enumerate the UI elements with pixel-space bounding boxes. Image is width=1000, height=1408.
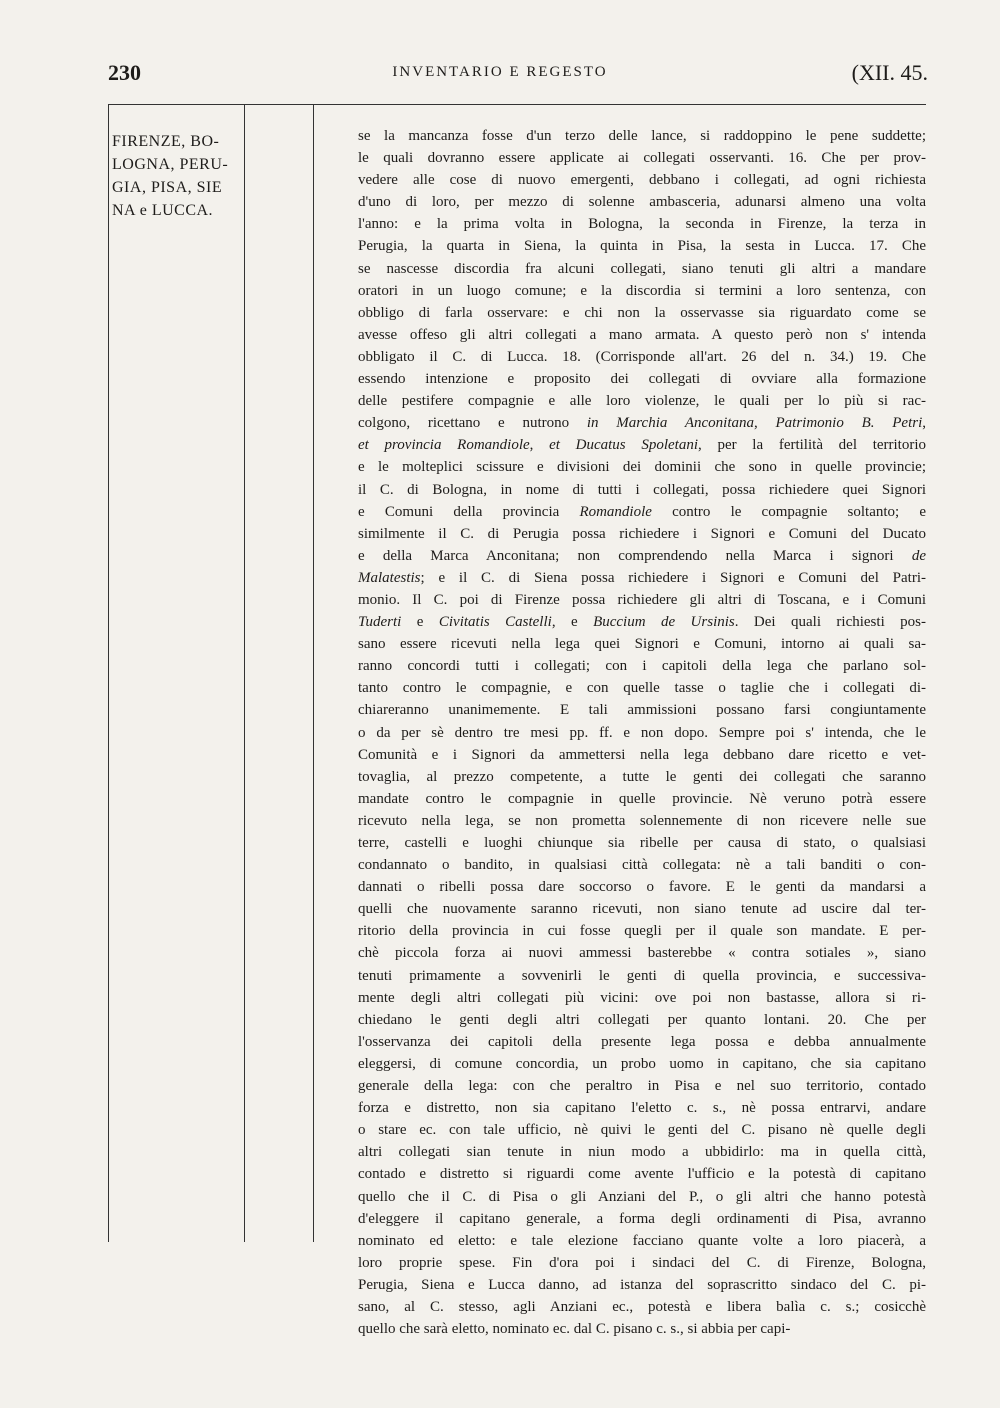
document-reference: (XII. 45. <box>851 60 928 85</box>
text-line: o stare ec. con tale ufficio, nè quivi le genti del C. pisano nè quelle degli <box>358 1122 926 1139</box>
text-line: se nascesse discordia fra alcuni collegati, siano tenuti gli altri a mandare <box>358 260 926 277</box>
text-line: monio. Il C. poi di Firenze possa richiedere gli altri di Toscana, e i Comuni <box>358 591 926 608</box>
text-line: mandate contro le compagnie in quelle provincie. Nè veruno potrà essere <box>358 790 926 807</box>
column-rule-middle <box>244 104 245 1242</box>
text-line: et provincia Romandiole, et Ducatus Spoletani, per la fertilità del territorio <box>358 437 927 454</box>
text-line: tovaglia, al prezzo competente, a tutte le genti dei collegati che saranno <box>358 768 926 785</box>
text-line: chiedano le genti degli altri collegati per quanto lontani. 20. Che per <box>358 1011 926 1028</box>
column-rule-right <box>313 104 314 1242</box>
text-line: o da per sè dentro tre mesi pp. ff. e non dopo. Sempre poi s' intenda, che le <box>358 724 926 741</box>
text-line: dannati o ribelli possa dare soccorso o favore. E le genti da mandarsi a <box>358 879 926 896</box>
text-line: Perugia, Siena e Lucca danno, ad istanza del soprascritto sindaco del C. pi- <box>358 1276 926 1293</box>
text-line: condannato o bandito, in qualsiasi città collegata: nè a tali banditi o con- <box>358 857 926 874</box>
text-line: essendo intenzione e proposito dei collegati di ovviare alla formazione <box>358 371 926 388</box>
header-rule <box>108 104 926 105</box>
text-line: l'anno: e la prima volta in Bologna, la seconda in Firenze, la terza in <box>358 216 926 233</box>
column-rule-left <box>108 104 109 1242</box>
text-line: tanto contro le compagnie, e con quelle tasse o taglie che i collegati di- <box>358 680 926 697</box>
text-line: e della Marca Anconitana; non comprendendo nella Marca i signori de <box>358 547 926 564</box>
text-line: ricevuto nella lega, se non prometta solennemente di non ricevere nelle sue <box>358 812 926 829</box>
text-line: l'osservanza dei capitoli della presente lega possa e debba annualmente <box>358 1033 926 1050</box>
text-line: generale della lega: con che peraltro in Pisa e nel suo territorio, contado <box>358 1078 926 1095</box>
text-line: chè piccola forza ai nuovi ammessi basterebbe « contra sotiales », siano <box>358 945 926 962</box>
margin-note-line: GIA, PISA, SIE <box>112 179 223 196</box>
text-line: quelli che nuovamente saranno ricevuti, non siano tenute ad uscire dal ter- <box>358 901 926 918</box>
text-line: chiareranno unanimemente. E tali ammissioni possano farsi congiuntamente <box>358 702 926 719</box>
text-line: Perugia, la quarta in Siena, la quinta in Pisa, la sesta in Lucca. 17. Che <box>358 238 926 255</box>
text-line: sano, al C. stesso, agli Anziani ec., potestà e libera balìa c. s.; cosicchè <box>358 1298 926 1315</box>
text-line: ritorio della provincia in cui fosse quegli per il quale son mandate. E per- <box>358 923 926 940</box>
text-line: il C. di Bologna, in nome di tutti i collegati, possa richiedere quei Signori <box>358 481 926 498</box>
main-text-column <box>358 125 926 1340</box>
text-line: vedere alle cose di nuovo emergenti, debbano i collegati, ad ogni richiesta <box>358 172 926 189</box>
text-line: obbligo di farla osservare: e chi non la osservasse sia riguardato come se <box>358 304 926 321</box>
text-line: colgono, ricettano e nutrono in Marchia Anconitana, Patrimonio B. Petri, <box>358 415 926 432</box>
text-line: quello che sarà eletto, nominato ec. dal C. pisano c. s., si abbia per capi- <box>358 1321 791 1338</box>
text-line: tenuti primamente a sovvenirli le genti di quella provincia, e successiva- <box>358 967 926 984</box>
text-line: d'eleggere il capitano generale, a forma degli ordinamenti di Pisa, avranno <box>358 1210 926 1227</box>
text-line: oratori in un luogo comune; e la discordia si termini a loro sentenza, con <box>358 282 926 299</box>
running-title: INVENTARIO E REGESTO <box>392 64 608 80</box>
margin-note-line: NA e LUCCA. <box>112 202 214 219</box>
text-line: loro proprie spese. Fin d'ora poi i sindaci del C. di Firenze, Bologna, <box>358 1254 926 1271</box>
text-line: e Comuni della provincia Romandiole contro le compagnie soltanto; e <box>358 503 927 520</box>
text-line: e le molteplici scissure e divisioni dei dominii che sono in quelle provincie; <box>358 459 926 476</box>
text-line: d'uno di loro, per mezzo di solenne ambasceria, adunarsi almeno una volta <box>358 194 926 211</box>
text-line: Malatestis; e il C. di Siena possa richiedere i Signori e Comuni del Patri- <box>358 569 926 586</box>
margin-note-line: LOGNA, PERU- <box>112 156 229 173</box>
text-line: similmente il C. di Perugia possa richiedere i Signori e Comuni del Ducato <box>358 525 926 542</box>
text-line: eleggersi, di comune concordia, un probo uomo in capitano, che sia capitano <box>358 1055 926 1072</box>
text-line: se la mancanza fosse d'un terzo delle lance, si raddoppino le pene suddette; <box>358 128 926 144</box>
margin-note-line: FIRENZE, BO- <box>112 133 220 150</box>
text-line: Comunità e i Signori da ammettersi nella lega debbano dare ricetto e vet- <box>358 746 926 763</box>
page-number: 230 <box>108 60 141 85</box>
text-line: ranno concordi tutti i collegati; con i capitoli della lega che parlano sol- <box>358 658 926 675</box>
text-line: altri collegati sian tenute in niun modo a ubbidirlo: ma in quella città, <box>358 1144 926 1161</box>
text-line: Tuderti e Civitatis Castelli, e Buccium de Ursinis. Dei quali richiesti pos- <box>358 614 926 631</box>
margin-note-parties <box>112 130 242 222</box>
page-header <box>0 60 1000 90</box>
text-line: forza e distretto, non sia capitano l'eletto c. s., nè possa entrarvi, andare <box>358 1100 926 1117</box>
text-line: terre, castelli e luoghi chiunque sia ribelle per causa di stato, o qualsiasi <box>358 835 926 851</box>
text-line: mente degli altri collegati più vicini: ove poi non bastasse, allora si ri- <box>358 989 926 1006</box>
text-line: sano essere ricevuti nella lega quei Signori e Comuni, intorno ai quali sa- <box>358 636 926 653</box>
text-line: delle pestifere compagnie e alle loro violenze, le quali per lo più si rac- <box>358 393 926 410</box>
text-line: obbligato il C. di Lucca. 18. (Corrisponde all'art. 26 del n. 34.) 19. Che <box>358 348 926 365</box>
text-line: nominato ed eletto: e tale elezione facciano quante volte a loro piacerà, a <box>358 1232 926 1249</box>
text-line: avesse offeso gli altri collegati a mano armata. A questo però non s' intenda <box>358 326 926 343</box>
text-line: contado e distretto si riguardi come avente l'ufficio e la potestà di capitano <box>358 1166 926 1183</box>
text-line: le quali dovranno essere applicate ai collegati osservanti. 16. Che per prov- <box>358 150 926 167</box>
text-line: quello che il C. di Pisa o gli Anziani del P., o gli altri che hanno potestà <box>358 1188 926 1205</box>
